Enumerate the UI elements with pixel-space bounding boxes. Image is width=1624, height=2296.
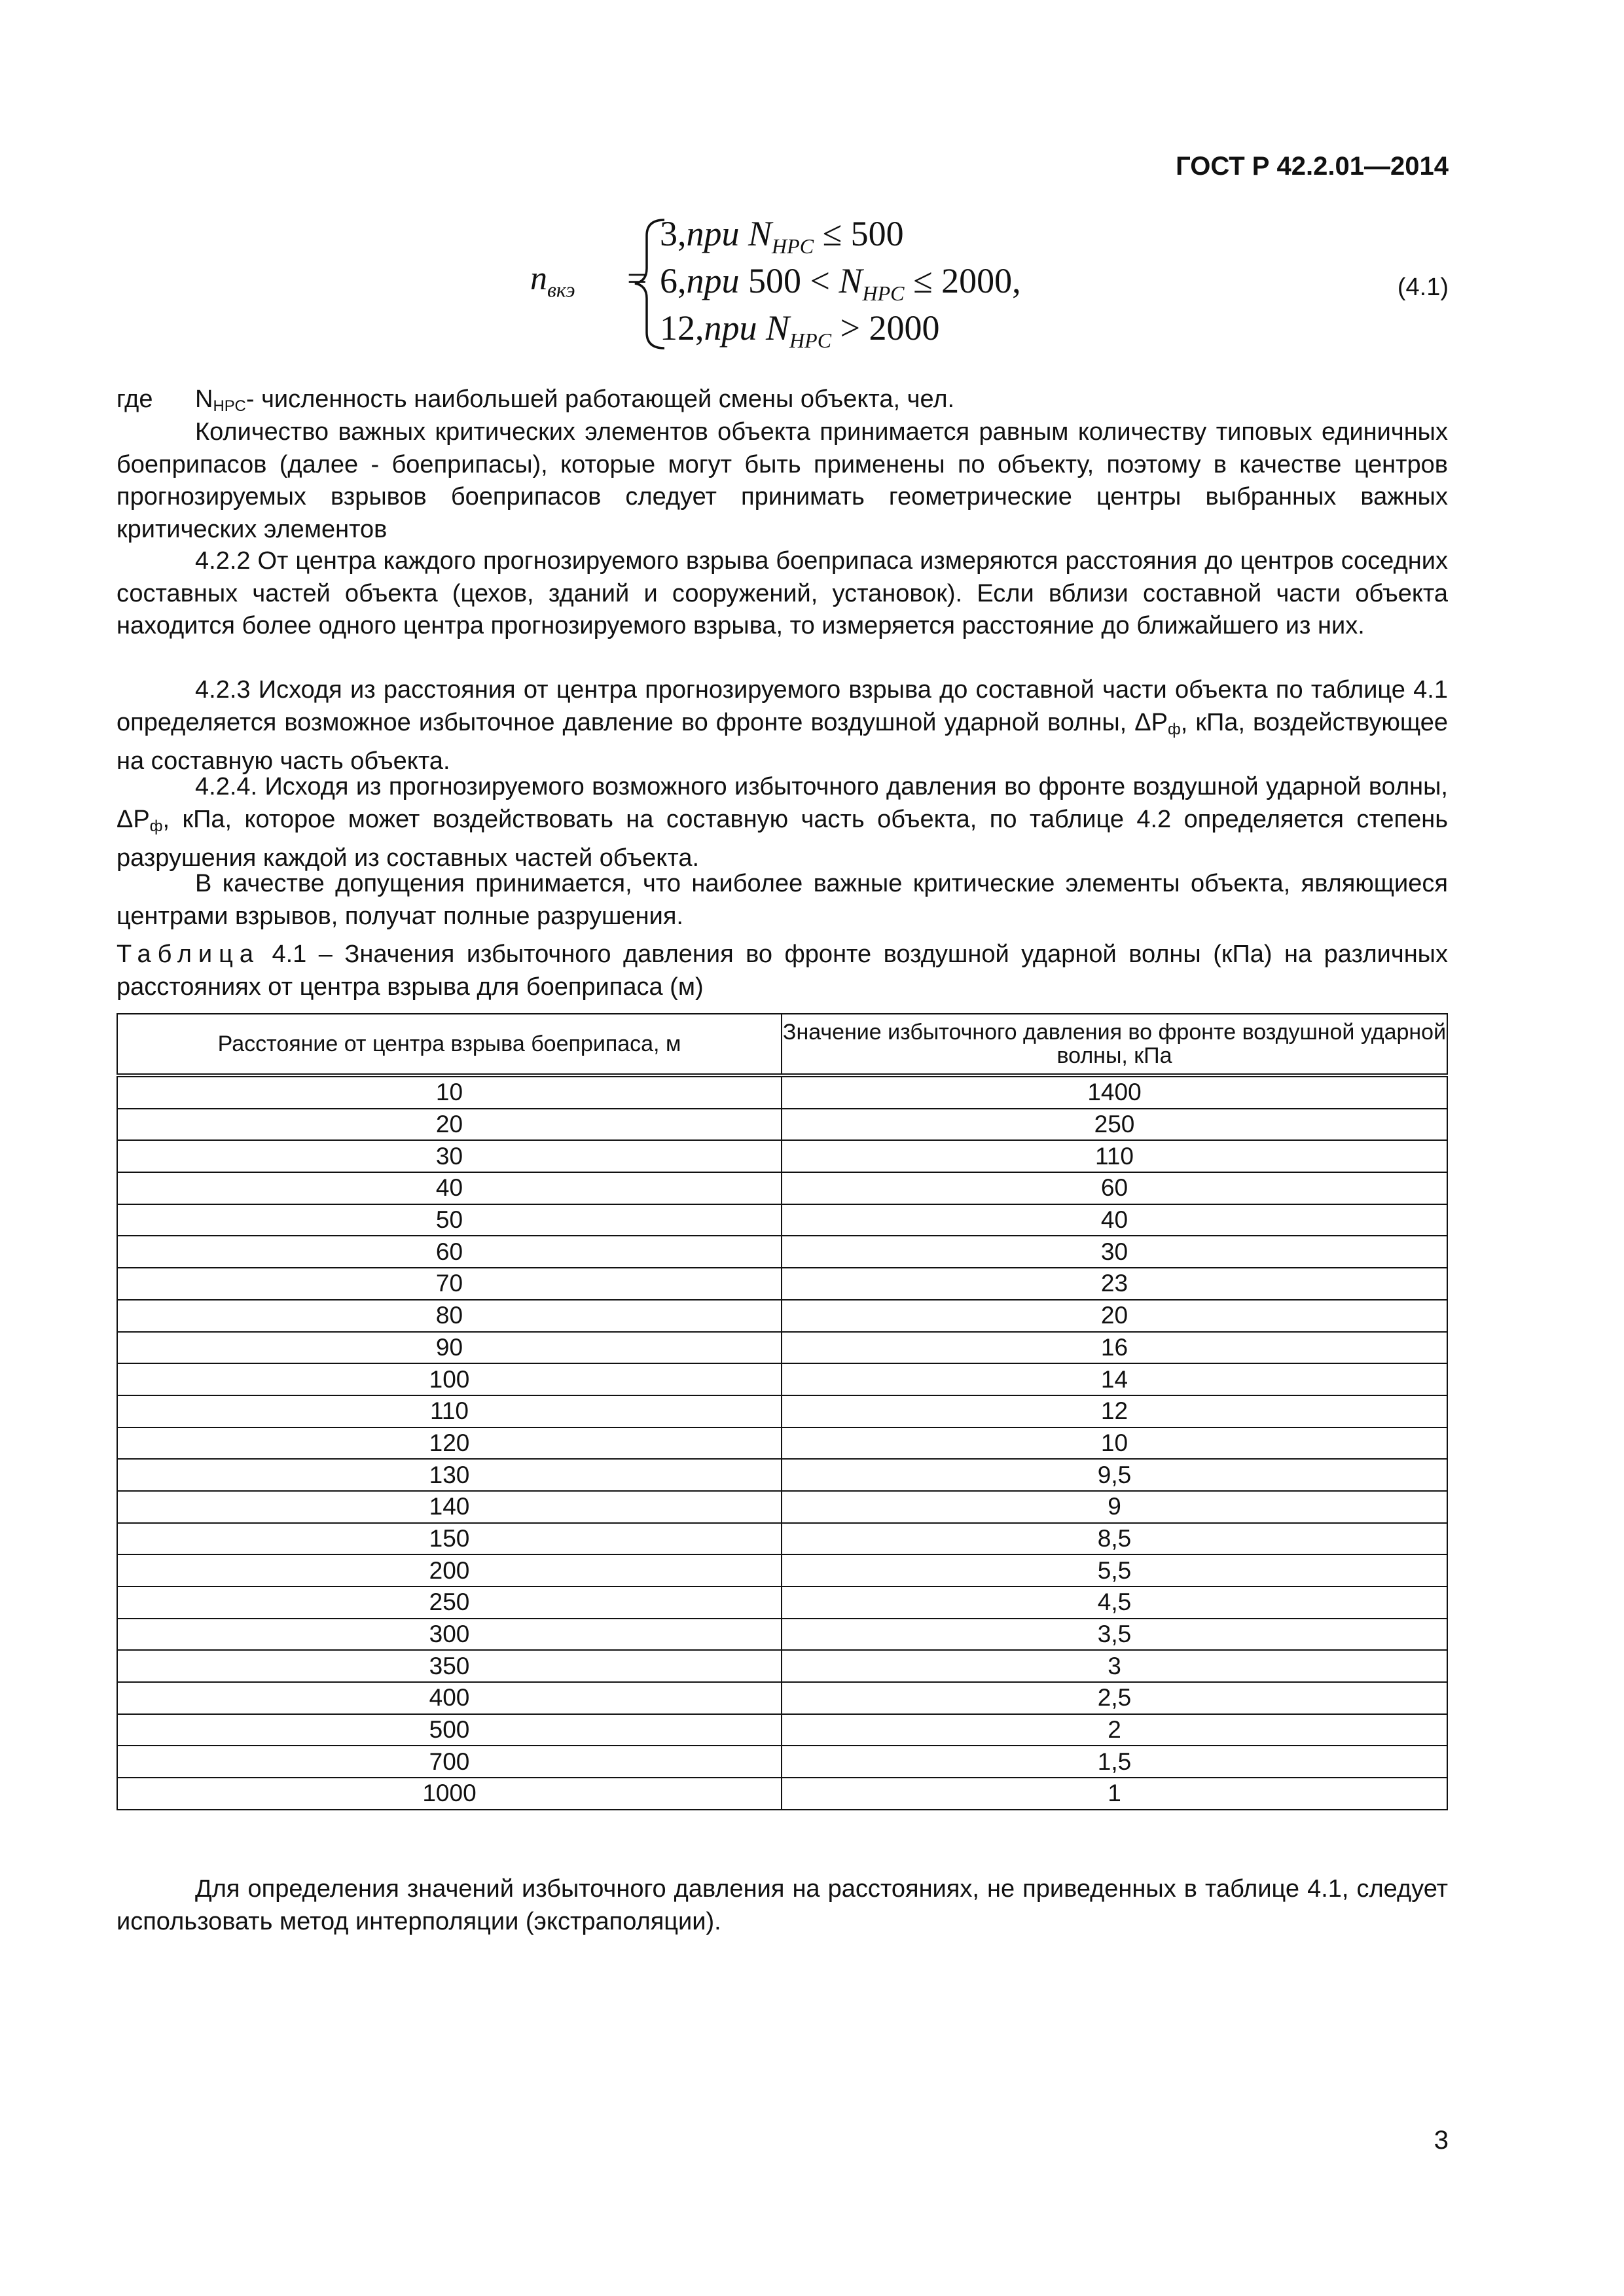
table-caption <box>117 939 1448 1003</box>
distance-cell: 20 <box>117 1109 782 1141</box>
pressure-cell: 16 <box>782 1332 1447 1364</box>
case-value: 3, <box>660 214 687 253</box>
paragraph-4-2-3 <box>117 674 1448 778</box>
column-header-distance: Расстояние от центра взрыва боеприпаса, м <box>117 1014 782 1075</box>
distance-cell: 500 <box>117 1714 782 1746</box>
pressure-cell: 12 <box>782 1395 1447 1427</box>
distance-cell: 40 <box>117 1172 782 1204</box>
pressure-cell: 1 <box>782 1778 1447 1810</box>
document-code-header: ГОСТ Р 42.2.01—2014 <box>1176 152 1449 181</box>
pressure-cell: 1400 <box>782 1075 1447 1109</box>
table-row <box>117 1650 1447 1682</box>
distance-cell: 60 <box>117 1236 782 1268</box>
distance-cell: 80 <box>117 1300 782 1332</box>
formula-4-1 <box>530 208 1119 359</box>
paragraph-4-2-2: 4.2.2 От центра каждого прогнозируемого взрыва боеприпаса измеряются расстояния до центров соседних составных частей объекта (цехов, зданий и сооружений, установок). Если вблизи составной части объекта находится более одного центра прогнозируемого взрыва, то измеряется расстояние до ближайшего из них. <box>117 547 1448 640</box>
formula-lhs-sub: вкэ <box>547 278 575 302</box>
table-row <box>117 1300 1447 1332</box>
case-word: при <box>704 308 757 348</box>
equation-number: (4.1) <box>1397 274 1449 301</box>
table-row <box>117 1523 1447 1555</box>
distance-cell: 30 <box>117 1140 782 1172</box>
pressure-cell: 110 <box>782 1140 1447 1172</box>
case-value: 12, <box>660 308 704 348</box>
formula-equals: = <box>627 259 647 298</box>
case-word: при <box>686 261 740 300</box>
table-row <box>117 1459 1447 1491</box>
table-row <box>117 1682 1447 1714</box>
table-row <box>117 1778 1447 1810</box>
pressure-cell: 9 <box>782 1491 1447 1523</box>
case-relation: > 2000 <box>840 308 940 348</box>
pressure-cell: 1,5 <box>782 1746 1447 1778</box>
distance-cell: 140 <box>117 1491 782 1523</box>
table-row <box>117 1714 1447 1746</box>
pressure-cell: 5,5 <box>782 1554 1447 1587</box>
distance-cell: 1000 <box>117 1778 782 1810</box>
pressure-cell: 3,5 <box>782 1619 1447 1651</box>
distance-cell: 150 <box>117 1523 782 1555</box>
distance-cell: 110 <box>117 1395 782 1427</box>
table-row <box>117 1395 1447 1427</box>
table-caption-text: 4.1 – Значения избыточного давления во фронте воздушной ударной волны (кПа) на различных расстояниях от центра взрыва для боеприпаса (м) <box>117 941 1448 1001</box>
paragraph-critical-elements: Количество важных критических элементов объекта принимается равным количеству типовых единичных боеприпасов (далее - боеприпасы), которые могут быть применены по объекту, поэтому в качестве центров прогнозируемых взрывов боеприпасов следует принимать геометрические центры выбранных важных критических элементов <box>117 418 1448 543</box>
pressure-cell: 2,5 <box>782 1682 1447 1714</box>
table-row <box>117 1140 1447 1172</box>
where-symbol-sub: НРС <box>213 397 246 415</box>
page-number: 3 <box>1434 2126 1449 2155</box>
pressure-cell: 9,5 <box>782 1459 1447 1491</box>
case-sub: НРС <box>789 328 832 352</box>
paragraph-4-2-4-text: 4.2.4. Исходя из прогнозируемого возможного избыточного давления во фронте воздушной ударной волны, ΔР <box>117 773 1448 833</box>
pressure-cell: 250 <box>782 1109 1447 1141</box>
table-row <box>117 1619 1447 1651</box>
formula-case-3 <box>660 308 940 353</box>
table-caption-label: Таблица <box>117 941 260 968</box>
formula-case-1 <box>660 213 904 259</box>
case-relation: ≤ 500 <box>822 214 904 253</box>
distance-cell: 200 <box>117 1554 782 1587</box>
distance-cell: 300 <box>117 1619 782 1651</box>
pressure-cell: 10 <box>782 1427 1447 1460</box>
pressure-cell: 3 <box>782 1650 1447 1682</box>
paragraph-4-2-4 <box>117 771 1448 875</box>
distance-cell: 100 <box>117 1363 782 1395</box>
distance-cell: 130 <box>117 1459 782 1491</box>
pressure-cell: 60 <box>782 1172 1447 1204</box>
pressure-cell: 30 <box>782 1236 1447 1268</box>
table-body <box>117 1075 1447 1810</box>
case-sub: НРС <box>772 234 814 258</box>
case-value: 6, <box>660 261 687 300</box>
paragraph-assumption: В качестве допущения принимается, что наиболее важные критические элементы объекта, являющиеся центрами взрывов, получат полные разрушения. <box>117 870 1448 930</box>
distance-cell: 90 <box>117 1332 782 1364</box>
distance-cell: 120 <box>117 1427 782 1460</box>
distance-cell: 350 <box>117 1650 782 1682</box>
table-row <box>117 1268 1447 1300</box>
case-sub: НРС <box>862 281 905 305</box>
column-header-pressure: Значение избыточного давления во фронте воздушной ударной волны, кПа <box>782 1014 1447 1075</box>
case-var: N <box>748 214 772 253</box>
where-symbol: N <box>195 386 213 413</box>
table-row <box>117 1427 1447 1460</box>
where-word: где <box>117 386 153 413</box>
pressure-cell: 4,5 <box>782 1587 1447 1619</box>
case-var: N <box>766 308 790 348</box>
pressure-cell: 2 <box>782 1714 1447 1746</box>
where-description: - численность наибольшей работающей смены объекта, чел. <box>245 386 955 413</box>
pressure-cell: 40 <box>782 1204 1447 1236</box>
formula-lhs-var: n <box>530 260 547 297</box>
pressure-cell: 23 <box>782 1268 1447 1300</box>
distance-cell: 700 <box>117 1746 782 1778</box>
pressure-cell: 20 <box>782 1300 1447 1332</box>
overpressure-table <box>117 1013 1448 1810</box>
distance-cell: 50 <box>117 1204 782 1236</box>
table-row <box>117 1172 1447 1204</box>
case-pre: 500 < <box>748 261 830 300</box>
table-row <box>117 1746 1447 1778</box>
table-header-row <box>117 1014 1447 1075</box>
table-row <box>117 1363 1447 1395</box>
case-relation: ≤ 2000, <box>913 261 1021 300</box>
distance-cell: 70 <box>117 1268 782 1300</box>
table-row <box>117 1587 1447 1619</box>
table-row <box>117 1491 1447 1523</box>
table-row <box>117 1204 1447 1236</box>
case-var: N <box>839 261 863 300</box>
pressure-cell: 8,5 <box>782 1523 1447 1555</box>
pressure-cell: 14 <box>782 1363 1447 1395</box>
case-word: при <box>686 214 740 253</box>
table-row <box>117 1109 1447 1141</box>
paragraph-4-2-3-tail: , кПа, воздействующее на составную часть объекта. <box>117 708 1448 776</box>
delta-p-sub: ф <box>149 817 163 835</box>
table-row <box>117 1075 1447 1109</box>
table-row <box>117 1332 1447 1364</box>
table-row <box>117 1236 1447 1268</box>
delta-p-sub: ф <box>1168 720 1181 738</box>
table-row <box>117 1554 1447 1587</box>
distance-cell: 400 <box>117 1682 782 1714</box>
paragraph-4-2-4-tail: , кПа, которое может воздействовать на составную часть объекта, по таблице 4.2 определяется степень разрушения каждой из составных частей объекта. <box>117 805 1448 872</box>
distance-cell: 10 <box>117 1075 782 1109</box>
paragraph-4-2-3-text: 4.2.3 Исходя из расстояния от центра прогнозируемого взрыва до составной части объекта по таблице 4.1 определяется возможное избыточное давление во фронте воздушной ударной волны, ΔР <box>117 676 1448 736</box>
distance-cell: 250 <box>117 1587 782 1619</box>
paragraph-interpolation: Для определения значений избыточного давления на расстояниях, не приведенных в таблице 4.1, следует использовать метод интерполяции (экстраполяции). <box>117 1875 1448 1935</box>
formula-case-2 <box>660 260 1021 306</box>
